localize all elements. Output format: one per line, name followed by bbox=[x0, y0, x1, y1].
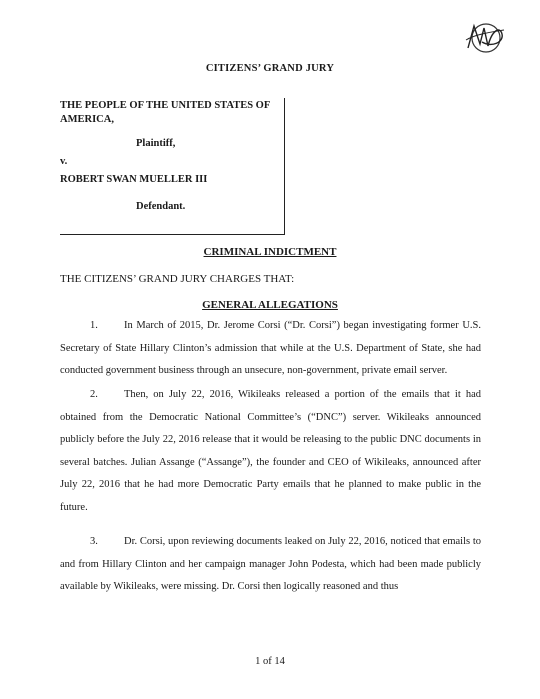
defendant-label: Defendant. bbox=[136, 201, 186, 212]
page-number: 1 of 14 bbox=[255, 656, 285, 667]
handwritten-initials-mark bbox=[462, 20, 506, 56]
paragraph bbox=[60, 531, 481, 599]
paragraph-number: 3. bbox=[90, 536, 98, 547]
allegations-heading: GENERAL ALLEGATIONS bbox=[202, 299, 338, 311]
paragraph bbox=[60, 315, 481, 383]
case-caption bbox=[60, 98, 285, 235]
paragraph-text: Then, on July 22, 2016, Wikileaks released a portion of the emails that it had obtained from the Democratic National Committee’s (“DNC”) server. Wikileaks announced publicly before the July 22, 2016 release that it would be releasing to the public DNC documents in several batches. Julian Assange (“Assange”), the founder and CEO of Wikileaks, announced after July 22, 2016 that he had more Democratic Party emails that he planned to make public in the future. bbox=[60, 389, 481, 513]
caption-vertical-rule bbox=[284, 98, 285, 235]
plaintiff-party: THE PEOPLE OF THE UNITED STATES OF AMERICA, bbox=[60, 100, 270, 125]
plaintiff-label: Plaintiff, bbox=[136, 138, 176, 149]
versus: v. bbox=[60, 156, 68, 167]
court-title: CITIZENS’ GRAND JURY bbox=[205, 63, 335, 74]
paragraph-number: 1. bbox=[90, 320, 98, 331]
caption-horizontal-rule bbox=[60, 234, 285, 235]
paragraph-number: 2. bbox=[90, 389, 98, 400]
indictment-heading: CRIMINAL INDICTMENT bbox=[203, 246, 337, 258]
paragraph-text: Dr. Corsi, upon reviewing documents leaked on July 22, 2016, noticed that emails to and from Hillary Clinton and her campaign manager John Podesta, which had been made publicly available by Wikileaks, were missing. Dr. Corsi then logically reasoned and thus bbox=[60, 536, 481, 593]
paragraph bbox=[60, 384, 481, 520]
defendant-name: ROBERT SWAN MUELLER III bbox=[60, 174, 208, 185]
paragraph-text: In March of 2015, Dr. Jerome Corsi (“Dr. Corsi”) began investigating former U.S. Secretary of State Hillary Clinton’s admission that while at the U.S. Department of State, she had conducted government business through an unsecure, non-government, private email server. bbox=[60, 320, 481, 377]
charges-line: THE CITIZENS’ GRAND JURY CHARGES THAT: bbox=[60, 273, 295, 285]
